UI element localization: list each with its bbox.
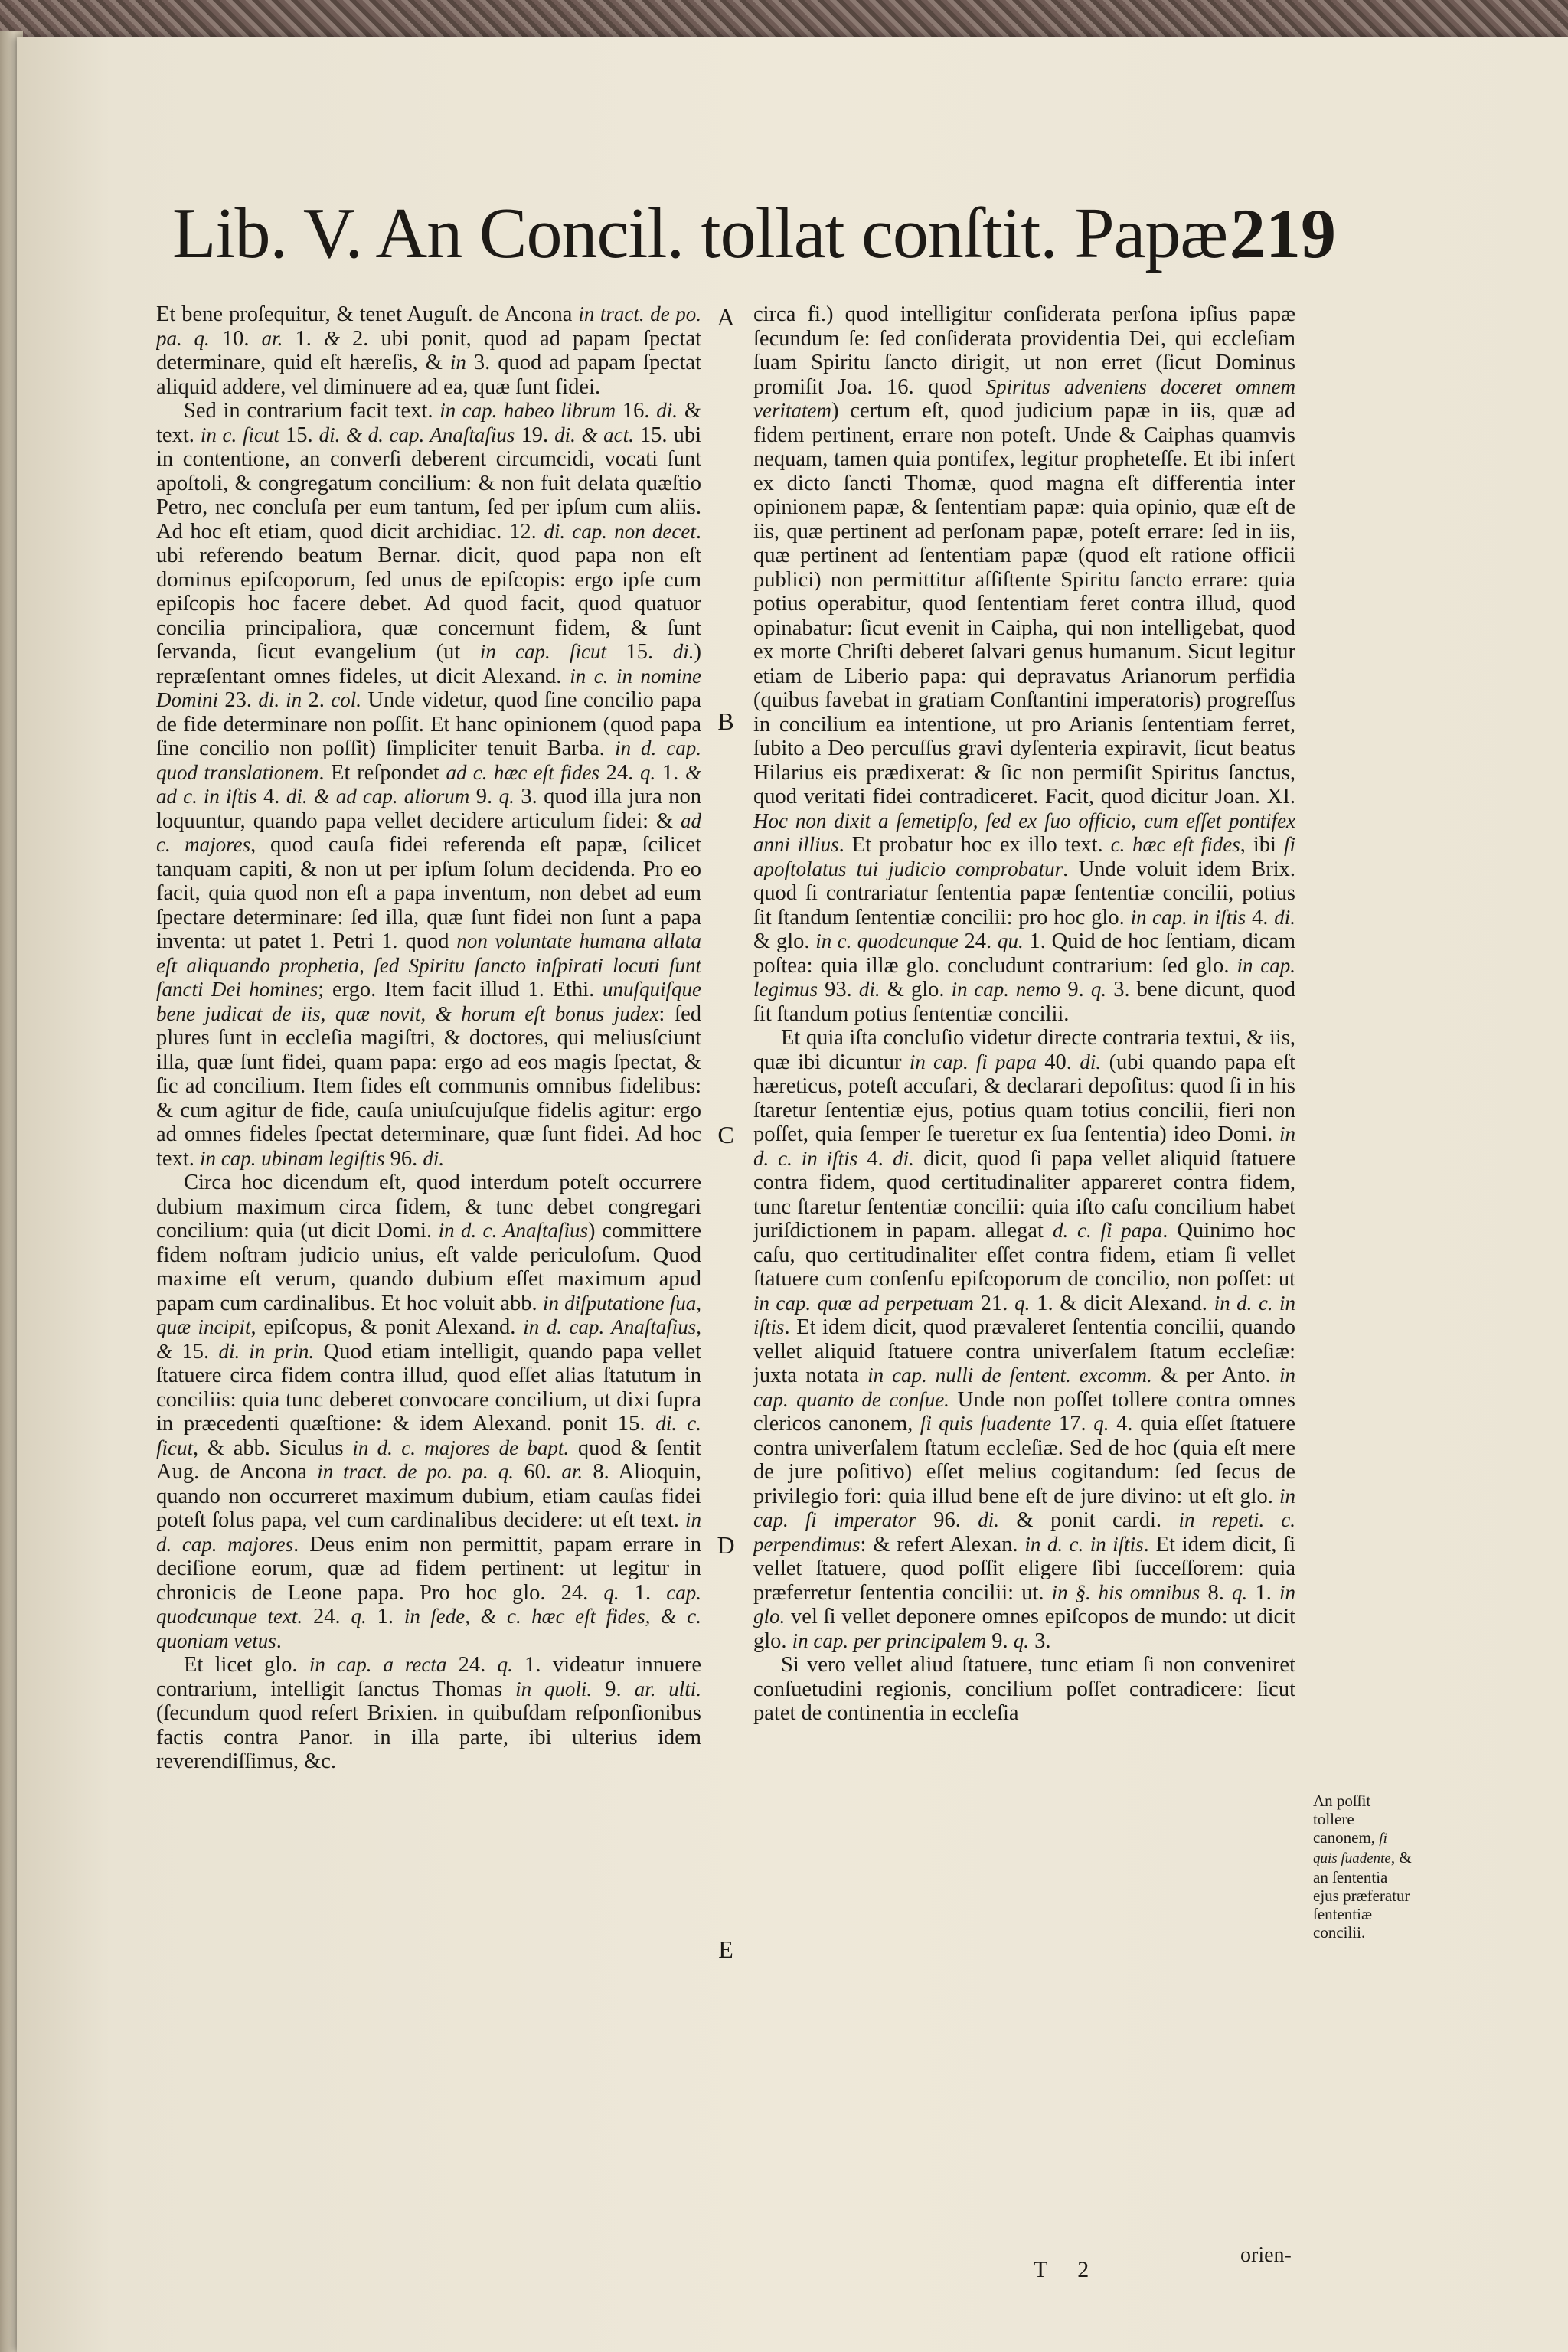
page-header [172,176,1336,291]
paragraph: Et quia iſta concluſio videtur directe contraria textui, & iis, quæ ibi dicuntur in cap. ſi papa 40. di. (ubi quando papa eſt hæreticus, poteſt accuſari, & declarari depoſitus: quod ſi in his ſtaretur ſententiæ ejus, potius quam totius concilii, fieri non poſſet, quia ſemper ſe tueretur ex ſua ſententia) ideo Domi. in d. c. in iſtis 4. di. dicit, quod ſi papa vellet aliquid ſtatuere contra fidem, quod certitudinaliter appareret contra fidem, tunc ſtaretur ſententiæ concilii: quia iſto caſu concilium habet juriſdictionem in papam. allegat d. c. ſi papa. Quinimo hoc caſu, quo certitudinaliter eſſet contra fidem, etiam ſi vellet ſtatuere cum conſenſu epiſcoporum de concilio, non poſſet: ut in cap. quæ ad perpetuam 21. q. 1. & dicit Alexand. in d. c. in iſtis. Et idem dicit, quod prævaleret ſententia concilii, quando vellet aliquid ſtatuere contra univerſalem ſtatum eccleſiæ: juxta notata in cap. nulli de ſentent. excomm. & per Anto. in cap. quanto de conſue. Unde non poſſet tollere contra omnes clericos canonem, ſi quis ſuadente 17. q. 4. quia eſſet ſtatuere contra univerſalem ſtatum eccleſiæ. Sed de hoc (quia eſt mere de jure poſitivo) eſſet melius cogitandum: ſed ſecus de privilegio fori: quia illud bene eſt de jure divino: ut eſt glo. in cap. ſi imperator 96. di. & ponit cardi. in repeti. c. perpendimus: & refert Alexan. in d. c. in iſtis. Et idem dicit, ſi vellet ſtatuere, quod poſſit eligere ſibi ſucceſſorem: quia præferretur ſententia concilii: ut. in §. his omnibus 8. q. 1. in glo. vel ſi vellet deponere omnes epiſcopos de mundo: ut dicit glo. in cap. per principalem 9. q. 3. [753,1026,1295,1653]
paragraph: Si vero vellet aliud ſtatuere, tunc etiam ſi non conveniret conſuetudini regionis, concilium poſſet contradicere: ſicut patet de continentia in eccleſia [753,1653,1295,1725]
paragraph: Et licet glo. in cap. a recta 24. q. 1. videatur innuere contrarium, intelligit ſanctus Thomas in quoli. 9. ar. ulti. (ſecundum quod refert Brixien. in quibuſdam reſponſionibus factis contra Panor. in illa parte, ibi ulterius idem reverendiſſimus, &c. [156,1653,701,1773]
paragraph: Sed in contrarium facit text. in cap. habeo librum 16. di. & text. in c. ſicut 15. di. & d. cap. Anaſtaſius 19. di. & act. 15. ubi in contentione, an converſi deberent circumcidi, vocati ſunt apoſtoli, & congregatum concilium: & non fuit delata quæſtio Petro, nec concluſa per eum tantum, ſed per ipſum cum aliis. Ad hoc eſt etiam, quod dicit archidiac. 12. di. cap. non decet. ubi referendo beatum Bernar. dicit, quod papa non eſt dominus epiſcoporum, ſed unus de epiſcopis: ergo ipſe cum epiſcopis hoc facere debet. Ad quod facit, quod quatuor concilia principaliora, quæ concernunt fidem, & ſunt ſervanda, ſicut evangelium (ut in cap. ſicut 15. di.) repræſentant omnes fideles, ut dicit Alexand. in c. in nomine Domini 23. di. in 2. col. Unde videtur, quod ſine concilio papa de fide determinare non poſſit. Et hanc opinionem (quod papa ſine concilio non poſſit) ſimpliciter tenuit Barba. in d. cap. quod translationem. Et reſpondet ad c. hæc eſt fides 24. q. 1. & ad c. in iſtis 4. di. & ad cap. aliorum 9. q. 3. quod illa jura non loquuntur, quando papa vellet decidere articulum fidei: & ad c. majores, quod cauſa fidei referenda eſt papæ, ſcilicet tanquam capiti, & non ut per ipſum ſolum decidenda. Pro eo facit, quia quod non eſt a papa inventum, non debet ad eum ſpectare determinare: ſed illa, quæ ſunt fidei non ſunt a papa inventa: ut patet 1. Petri 1. quod non voluntate humana allata eſt aliquando prophetia, ſed Spiritu ſancto inſpirati locuti ſunt ſancti Dei homines; ergo. Item facit illud 1. Ethi. unuſquiſque bene judicat de iis, quæ novit, & horum eſt bonus judex: ſed plures ſunt in eccleſia magiſtri, & doctores, qui meliusſciunt illa, quæ ſunt fidei, quam papa: ergo ad eos magis ſpectat, & ſic ad concilium. Item fides eſt communis omnibus fidelibus: & cum agitur de fide, cauſa uniuſcujuſque fidelis agitur: ergo ad omnes fideles ſpectat determinare, quæ ſunt fidei. Ad hoc text. in cap. ubinam legiſtis 96. di. [156,399,701,1171]
running-title: Lib. V. An Concil. tollat conſtit. Papæ. [172,194,1245,273]
section-letter-d: D [717,1531,735,1559]
paragraph: circa fi.) quod intelligitur conſiderata perſona ipſius papæ ſecundum ſe: ſed conſiderata providentia Dei, qui eccleſiam ſuam Spiritu ſancto dirigit, ut non erret (ſicut Dominus promiſit Joa. 16. quod Spiritus adveniens doceret omnem veritatem) certum eſt, quod judicium papæ in iis, quæ ad fidem pertinent, errare non poteſt. Unde & Caiphas quamvis nequam, tamen quia pontifex, legitur propheteſſe. Et ibi infert ex dicto ſancti Thomæ, quod magna eſt differentia inter opinionem papæ, & ſententiam papæ: quia opinio, quæ eſt de iis, quæ pertinent ad perſonam papæ, poteſt errare: ſed in iis, quæ pertinent ad ſententiam papæ (quod eſt ratione officii publici) non permittitur aſſiſtente Spiritu ſancto errare: quia potius operabitur, quod ſententiam feret contra illud, quod opinabatur: ſicut evenit in Caipha, qui non intelligebat, quod ex morte Chriſti deberet ſalvari genus humanum. Sicut legitur etiam de Liberio papa: qui depravatus Arianorum perfidia (quibus favebat in gratiam Conſtantini imperatoris) progreſſus in concilium ea intentione, ut pro Arianis ſententiam ferret, ſubito a Deo percuſſus gravi dyſenteria expiravit, ſicut beatus Hilarius eis prædixerat: & ſic non permiſit Spiritus ſanctus, quod veritati fidei contradiceret. Facit, quod dicitur Joan. XI. Hoc non dixit a ſemetipſo, ſed ex ſuo officio, cum eſſet pontifex anni illius. Et probatur hoc ex illo text. c. hæc eſt fides, ibi ſi apoſtolatus tui judicio comprobatur. Unde voluit idem Brix. quod ſi contrariatur ſententia papæ ſententiæ concilii, potius ſit ſtandum ſententiæ concilii: pro hoc glo. in cap. in iſtis 4. di. & glo. in c. quodcunque 24. qu. 1. Quid de hoc ſentiam, dicam poſtea: quia illæ glo. concludunt contrarium: ſed glo. in cap. legimus 93. di. & glo. in cap. nemo 9. q. 3. bene dicunt, quod ſit ſtandum potius ſententiæ concilii. [753,302,1295,1026]
section-letter-b: B [717,707,734,735]
marginal-note: An poſſit tollere canonem, ſi quis ſuadente, & an ſententia ejus præferatur ſententiæ concilii. [1313,1792,1412,1942]
section-letter-c: C [717,1121,734,1148]
catchword: orien- [1240,2243,1292,2267]
paragraph: Circa hoc dicendum eſt, quod interdum poteſt occurrere dubium maximum circa fidem, & tunc debet congregari concilium: quia (ut dicit Domi. in d. c. Anaſtaſius) committere fidem noſtram judicio unius, eſt valde periculoſum. Quod maxime eſt verum, quando dubium eſſet maximum apud papam cum cardinalibus. Et hoc voluit abb. in diſputatione ſua, quæ incipit, epiſcopus, & ponit Alexand. in d. cap. Anaſtaſius, & 15. di. in prin. Quod etiam intelligit, quando papa vellet ſtatuere circa fidem contra illud, quod eſſet alias ſtatutum in conciliis: quia tunc deberet convocare concilium, ut dixi ſupra in præcedenti quæſtione: & idem Alexand. ponit 15. di. c. ſicut, & abb. Siculus in d. c. majores de bapt. quod & ſentit Aug. de Ancona in tract. de po. pa. q. 60. ar. 8. Alioquin, quando non occurreret maximum dubium, etiam cauſas fidei poteſt ſolus papa, vel cum cardinalibus decidere: ut eſt text. in d. cap. majores. Deus enim non permittit, papam errare in deciſione eorum, quæ ad fidem pertinent: ut legitur in chronicis de Leone papa. Pro hoc glo. 24. q. 1. cap. quodcunque text. 24. q. 1. in ſede, & c. hæc eſt fides, & c. quoniam vetus. [156,1171,701,1653]
paragraph: Et bene proſequitur, & tenet Auguſt. de Ancona in tract. de po. pa. q. 10. ar. 1. & 2. ubi ponit, quod ad papam ſpectat determinare, quid eſt hæreſis, & in 3. quod ad papam ſpectat aliquid addere, vel diminuere ad ea, quæ ſunt fidei. [156,302,701,399]
left-column [156,302,701,2262]
signature-mark: T 2 [1034,2257,1102,2282]
page-number: 219 [1230,194,1336,273]
section-letter-e: E [718,1936,733,1963]
right-column [753,302,1295,2262]
section-letter-a: A [717,303,735,331]
